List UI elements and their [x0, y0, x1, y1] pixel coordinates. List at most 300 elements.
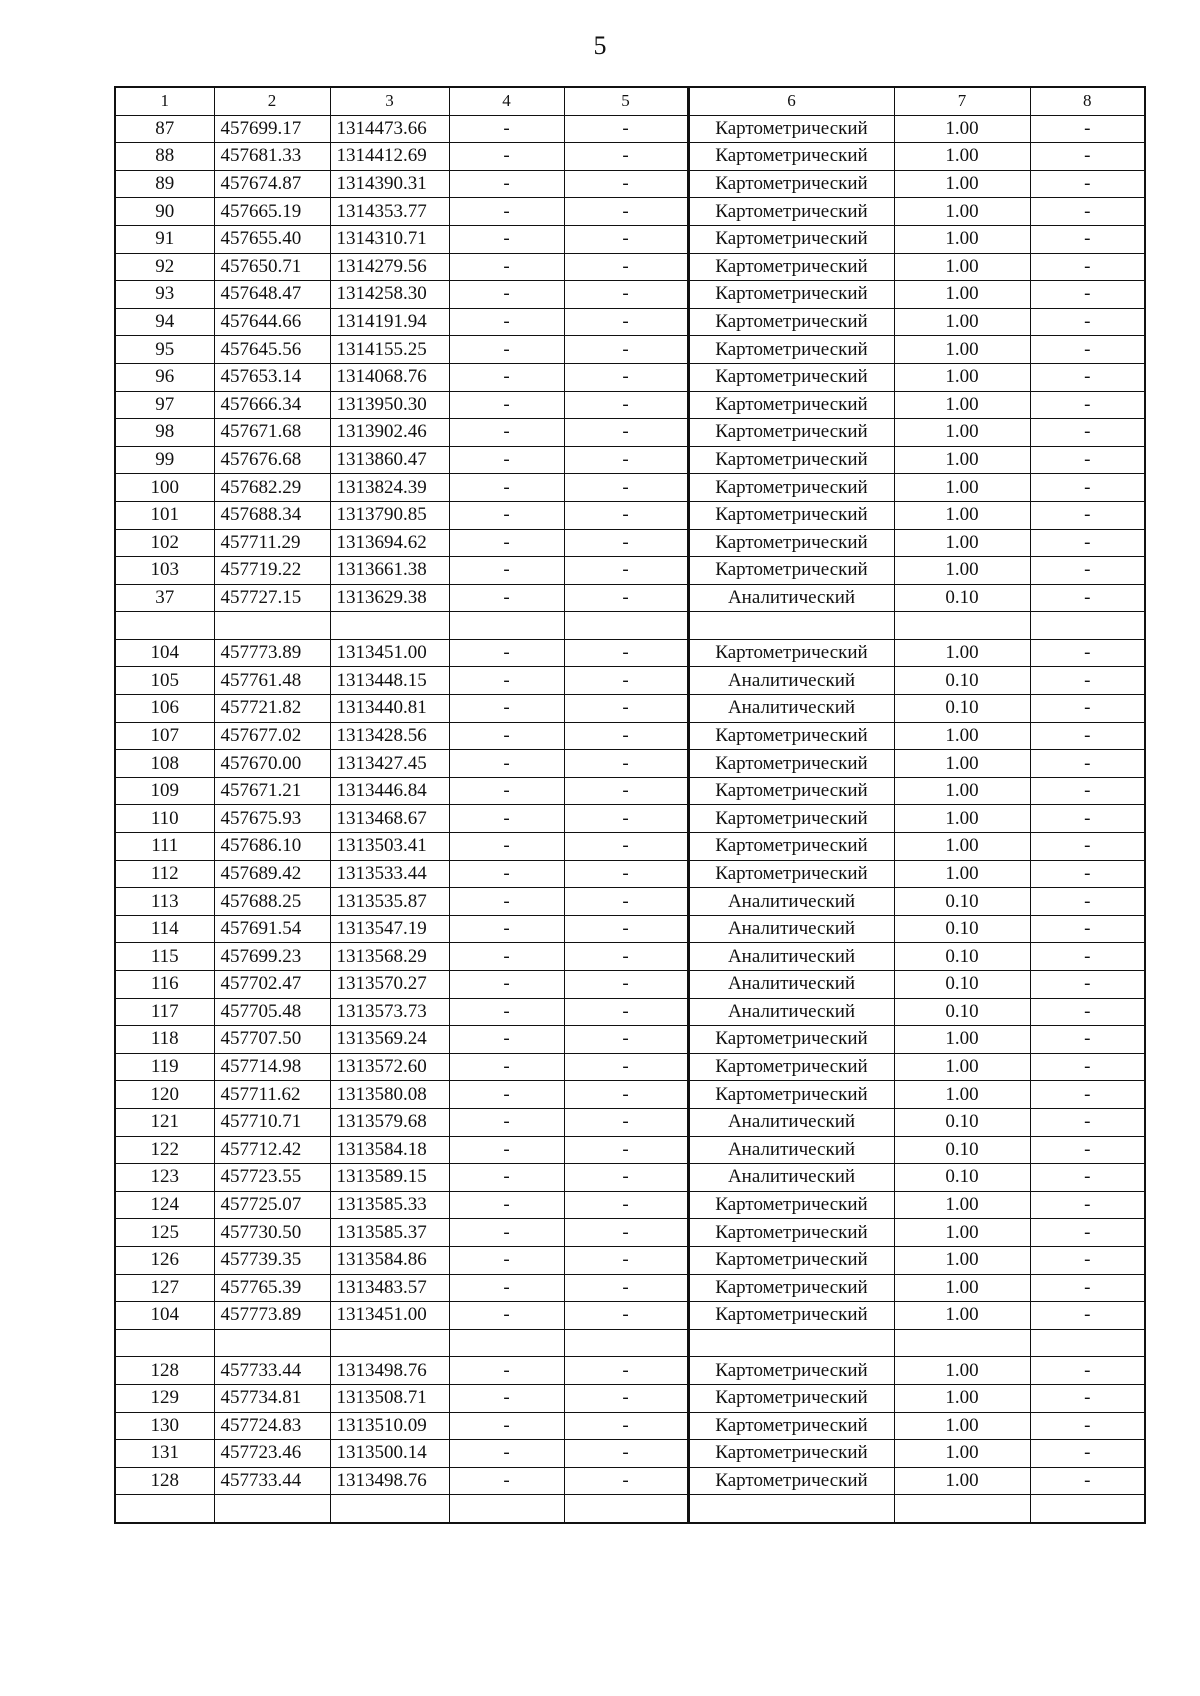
table-cell: Аналитический: [688, 1164, 894, 1192]
table-cell: [1030, 1329, 1145, 1357]
table-cell: 128: [115, 1357, 214, 1385]
table-cell: -: [564, 143, 688, 171]
table-cell: Аналитический: [688, 667, 894, 695]
table-row: [115, 363, 1145, 391]
table-cell: -: [449, 1164, 564, 1192]
table-cell: 95: [115, 336, 214, 364]
table-cell: -: [449, 833, 564, 861]
table-cell: -: [449, 667, 564, 695]
table-row: [115, 1108, 1145, 1136]
table-cell: Картометрический: [688, 1246, 894, 1274]
table-cell: [115, 1495, 214, 1523]
table-cell: 94: [115, 308, 214, 336]
table-cell: 1.00: [894, 750, 1030, 778]
table-cell: 1.00: [894, 143, 1030, 171]
table-cell: 457707.50: [214, 1026, 330, 1054]
table-cell: 457730.50: [214, 1219, 330, 1247]
table-cell: 1.00: [894, 777, 1030, 805]
table-row: [115, 584, 1145, 612]
table-cell: -: [564, 308, 688, 336]
table-cell: 457723.55: [214, 1164, 330, 1192]
table-cell: Картометрический: [688, 805, 894, 833]
table-cell: -: [564, 1164, 688, 1192]
table-cell: -: [564, 170, 688, 198]
table-row: [115, 225, 1145, 253]
table-cell: -: [564, 419, 688, 447]
table-cell: 457773.89: [214, 1302, 330, 1330]
table-cell: -: [564, 115, 688, 143]
table-cell: [564, 612, 688, 640]
table-cell: [688, 1495, 894, 1523]
table-cell: Картометрический: [688, 308, 894, 336]
table-row: [115, 1219, 1145, 1247]
table-cell: 1313585.37: [330, 1219, 449, 1247]
table-cell: -: [449, 1384, 564, 1412]
table-cell: -: [1030, 446, 1145, 474]
table-cell: 103: [115, 557, 214, 585]
table-row: [115, 557, 1145, 585]
table-cell: Аналитический: [688, 1108, 894, 1136]
table-cell: 1313508.71: [330, 1384, 449, 1412]
table-cell: 457721.82: [214, 695, 330, 723]
table-cell: -: [564, 750, 688, 778]
table-cell: Картометрический: [688, 170, 894, 198]
table-cell: -: [564, 557, 688, 585]
table-cell: 457686.10: [214, 833, 330, 861]
table-cell: -: [564, 391, 688, 419]
table-cell: -: [1030, 363, 1145, 391]
table-cell: -: [564, 1246, 688, 1274]
table-row: [115, 805, 1145, 833]
table-cell: -: [449, 1108, 564, 1136]
table-cell: 1313468.67: [330, 805, 449, 833]
table-cell: -: [449, 971, 564, 999]
table-row: [115, 1329, 1145, 1357]
table-cell: [330, 1329, 449, 1357]
table-cell: 124: [115, 1191, 214, 1219]
table-cell: -: [449, 1053, 564, 1081]
table-cell: 457739.35: [214, 1246, 330, 1274]
table-cell: 457691.54: [214, 915, 330, 943]
table-cell: 1313498.76: [330, 1467, 449, 1495]
table-cell: -: [564, 915, 688, 943]
table-cell: -: [449, 1412, 564, 1440]
table-cell: 457645.56: [214, 336, 330, 364]
table-cell: 1.00: [894, 391, 1030, 419]
table-cell: 457650.71: [214, 253, 330, 281]
table-cell: Картометрический: [688, 281, 894, 309]
table-cell: -: [449, 695, 564, 723]
table-cell: 1313860.47: [330, 446, 449, 474]
table-cell: -: [1030, 722, 1145, 750]
table-cell: -: [1030, 391, 1145, 419]
table-cell: 126: [115, 1246, 214, 1274]
table-cell: 91: [115, 225, 214, 253]
column-header: 4: [449, 87, 564, 115]
table-cell: -: [1030, 639, 1145, 667]
table-row: [115, 639, 1145, 667]
table-cell: 1313902.46: [330, 419, 449, 447]
table-cell: -: [449, 777, 564, 805]
table-cell: 1313570.27: [330, 971, 449, 999]
table-row: [115, 474, 1145, 502]
table-cell: -: [1030, 501, 1145, 529]
table-cell: -: [449, 336, 564, 364]
table-cell: -: [449, 722, 564, 750]
table-row: [115, 1164, 1145, 1192]
table-cell: 115: [115, 943, 214, 971]
table-cell: 1314155.25: [330, 336, 449, 364]
table-row: [115, 281, 1145, 309]
table-row: [115, 1495, 1145, 1523]
table-cell: 0.10: [894, 888, 1030, 916]
table-cell: 113: [115, 888, 214, 916]
table-cell: Картометрический: [688, 1026, 894, 1054]
table-cell: -: [564, 1412, 688, 1440]
column-header: 8: [1030, 87, 1145, 115]
table-cell: 1313824.39: [330, 474, 449, 502]
table-row: [115, 1053, 1145, 1081]
table-cell: -: [1030, 971, 1145, 999]
table-cell: 1313503.41: [330, 833, 449, 861]
table-cell: -: [449, 998, 564, 1026]
table-cell: 457674.87: [214, 170, 330, 198]
table-cell: -: [449, 1274, 564, 1302]
table-cell: 114: [115, 915, 214, 943]
table-cell: 457689.42: [214, 860, 330, 888]
table-cell: 457682.29: [214, 474, 330, 502]
table-cell: -: [1030, 915, 1145, 943]
table-cell: -: [1030, 170, 1145, 198]
table-cell: -: [1030, 225, 1145, 253]
table-cell: -: [1030, 308, 1145, 336]
table-cell: 1313428.56: [330, 722, 449, 750]
table-row: [115, 198, 1145, 226]
table-cell: 1.00: [894, 363, 1030, 391]
table-cell: [688, 1329, 894, 1357]
table-cell: Картометрический: [688, 639, 894, 667]
table-row: [115, 1136, 1145, 1164]
table-cell: -: [1030, 253, 1145, 281]
table-cell: -: [1030, 695, 1145, 723]
table-cell: -: [564, 998, 688, 1026]
table-cell: -: [1030, 750, 1145, 778]
table-cell: -: [564, 363, 688, 391]
table-row: [115, 612, 1145, 640]
table-cell: -: [564, 1191, 688, 1219]
table-cell: -: [564, 474, 688, 502]
table-cell: 1313569.24: [330, 1026, 449, 1054]
table-row: [115, 391, 1145, 419]
table-cell: 1.00: [894, 281, 1030, 309]
table-cell: -: [449, 888, 564, 916]
table-row: [115, 1357, 1145, 1385]
table-cell: [564, 1495, 688, 1523]
table-cell: -: [564, 1026, 688, 1054]
table-cell: Картометрический: [688, 1219, 894, 1247]
table-cell: -: [564, 501, 688, 529]
table-cell: Картометрический: [688, 1384, 894, 1412]
table-cell: 100: [115, 474, 214, 502]
table-cell: 457665.19: [214, 198, 330, 226]
table-cell: -: [1030, 584, 1145, 612]
table-cell: -: [1030, 419, 1145, 447]
table-row: [115, 446, 1145, 474]
table-cell: 0.10: [894, 584, 1030, 612]
table-cell: Картометрический: [688, 722, 894, 750]
table-cell: -: [449, 943, 564, 971]
table-cell: -: [449, 501, 564, 529]
table-cell: -: [449, 198, 564, 226]
table-cell: -: [564, 1081, 688, 1109]
table-cell: Картометрический: [688, 198, 894, 226]
table-cell: 1.00: [894, 115, 1030, 143]
table-cell: -: [449, 391, 564, 419]
table-cell: -: [449, 805, 564, 833]
table-cell: 1313661.38: [330, 557, 449, 585]
table-cell: 105: [115, 667, 214, 695]
table-cell: -: [1030, 143, 1145, 171]
table-cell: Аналитический: [688, 1136, 894, 1164]
table-cell: 92: [115, 253, 214, 281]
table-cell: Картометрический: [688, 833, 894, 861]
table-row: [115, 722, 1145, 750]
table-cell: 37: [115, 584, 214, 612]
column-header: 7: [894, 87, 1030, 115]
table-cell: Картометрический: [688, 336, 894, 364]
table-cell: 457733.44: [214, 1357, 330, 1385]
table-cell: 111: [115, 833, 214, 861]
table-cell: 121: [115, 1108, 214, 1136]
table-cell: -: [449, 1302, 564, 1330]
table-cell: 457675.93: [214, 805, 330, 833]
table-cell: -: [449, 1081, 564, 1109]
table-cell: 457765.39: [214, 1274, 330, 1302]
table-cell: -: [449, 446, 564, 474]
table-cell: 1.00: [894, 501, 1030, 529]
table-row: [115, 529, 1145, 557]
table-cell: -: [449, 639, 564, 667]
table-row: [115, 915, 1145, 943]
table-cell: 457734.81: [214, 1384, 330, 1412]
table-cell: 99: [115, 446, 214, 474]
column-header: 6: [688, 87, 894, 115]
table-cell: 1313500.14: [330, 1440, 449, 1468]
table-cell: [449, 612, 564, 640]
table-cell: 1313427.45: [330, 750, 449, 778]
table-cell: [1030, 1495, 1145, 1523]
table-cell: 123: [115, 1164, 214, 1192]
table-cell: Картометрический: [688, 1302, 894, 1330]
table-cell: 109: [115, 777, 214, 805]
table-cell: Картометрический: [688, 557, 894, 585]
table-cell: Картометрический: [688, 225, 894, 253]
table-cell: 1314473.66: [330, 115, 449, 143]
table-cell: 1313483.57: [330, 1274, 449, 1302]
table-cell: 122: [115, 1136, 214, 1164]
table-cell: Картометрический: [688, 529, 894, 557]
table-cell: [449, 1329, 564, 1357]
table-cell: -: [449, 115, 564, 143]
table-cell: 101: [115, 501, 214, 529]
table-cell: 1314310.71: [330, 225, 449, 253]
table-cell: 1.00: [894, 336, 1030, 364]
table-cell: -: [564, 225, 688, 253]
table-cell: 97: [115, 391, 214, 419]
table-cell: 1.00: [894, 1467, 1030, 1495]
table-cell: 0.10: [894, 695, 1030, 723]
table-cell: 104: [115, 639, 214, 667]
table-cell: 1.00: [894, 225, 1030, 253]
table-cell: 457725.07: [214, 1191, 330, 1219]
table-cell: 1313451.00: [330, 1302, 449, 1330]
table-cell: 1.00: [894, 557, 1030, 585]
table-cell: 0.10: [894, 1164, 1030, 1192]
table-cell: -: [449, 308, 564, 336]
table-cell: -: [1030, 667, 1145, 695]
table-cell: -: [564, 1302, 688, 1330]
table-row: [115, 1081, 1145, 1109]
table-cell: -: [564, 639, 688, 667]
table-cell: -: [1030, 281, 1145, 309]
table-cell: 1.00: [894, 198, 1030, 226]
table-cell: -: [1030, 336, 1145, 364]
table-cell: Картометрический: [688, 1412, 894, 1440]
table-cell: [1030, 612, 1145, 640]
table-cell: Картометрический: [688, 1053, 894, 1081]
table-cell: -: [564, 529, 688, 557]
table-cell: Картометрический: [688, 860, 894, 888]
table-cell: -: [1030, 1164, 1145, 1192]
table-cell: 457699.23: [214, 943, 330, 971]
table-cell: -: [449, 915, 564, 943]
table-row: [115, 1412, 1145, 1440]
table-cell: 1313547.19: [330, 915, 449, 943]
table-cell: -: [564, 336, 688, 364]
table-cell: Аналитический: [688, 915, 894, 943]
column-header: 3: [330, 87, 449, 115]
table-cell: 457648.47: [214, 281, 330, 309]
table-cell: -: [449, 584, 564, 612]
table-cell: 1313589.15: [330, 1164, 449, 1192]
table-cell: Картометрический: [688, 115, 894, 143]
table-cell: 125: [115, 1219, 214, 1247]
table-cell: 1.00: [894, 833, 1030, 861]
table-cell: [894, 612, 1030, 640]
table-cell: Картометрический: [688, 391, 894, 419]
table-cell: -: [449, 170, 564, 198]
table-cell: 89: [115, 170, 214, 198]
table-row: [115, 1274, 1145, 1302]
table-cell: Картометрический: [688, 1440, 894, 1468]
table-cell: 0.10: [894, 1136, 1030, 1164]
column-header: 5: [564, 87, 688, 115]
table-cell: 1.00: [894, 170, 1030, 198]
table-row: [115, 1191, 1145, 1219]
table-cell: -: [1030, 474, 1145, 502]
table-cell: -: [1030, 1357, 1145, 1385]
table-cell: Картометрический: [688, 750, 894, 778]
table-cell: 131: [115, 1440, 214, 1468]
table-cell: 457705.48: [214, 998, 330, 1026]
table-cell: Аналитический: [688, 695, 894, 723]
table-cell: 1.00: [894, 1053, 1030, 1081]
table-cell: -: [1030, 1136, 1145, 1164]
table-cell: Картометрический: [688, 1357, 894, 1385]
table-cell: 1314412.69: [330, 143, 449, 171]
table-cell: Картометрический: [688, 501, 894, 529]
page-number: 5: [593, 31, 607, 60]
table-row: [115, 750, 1145, 778]
table-row: [115, 1302, 1145, 1330]
table-cell: 1313535.87: [330, 888, 449, 916]
table-cell: 1313584.86: [330, 1246, 449, 1274]
table-cell: -: [449, 363, 564, 391]
table-cell: 96: [115, 363, 214, 391]
table-cell: 1313629.38: [330, 584, 449, 612]
table-cell: 102: [115, 529, 214, 557]
table-cell: 1.00: [894, 1302, 1030, 1330]
table-cell: -: [564, 281, 688, 309]
table-cell: -: [449, 1440, 564, 1468]
table-cell: 128: [115, 1467, 214, 1495]
table-cell: 457671.21: [214, 777, 330, 805]
table-row: [115, 419, 1145, 447]
table-cell: -: [564, 777, 688, 805]
table-cell: [449, 1495, 564, 1523]
table-cell: Аналитический: [688, 584, 894, 612]
table-cell: 1.00: [894, 1026, 1030, 1054]
table-cell: -: [1030, 529, 1145, 557]
table-cell: 1313790.85: [330, 501, 449, 529]
table-cell: -: [564, 1053, 688, 1081]
table-row: [115, 1026, 1145, 1054]
table-cell: 457699.17: [214, 115, 330, 143]
table-cell: -: [1030, 888, 1145, 916]
table-cell: 1.00: [894, 1081, 1030, 1109]
table-cell: 1.00: [894, 1219, 1030, 1247]
table-cell: [330, 612, 449, 640]
table-cell: Аналитический: [688, 888, 894, 916]
table-cell: -: [564, 805, 688, 833]
table-cell: 1313533.44: [330, 860, 449, 888]
table-cell: 0.10: [894, 943, 1030, 971]
table-cell: 0.10: [894, 998, 1030, 1026]
table-cell: 1.00: [894, 253, 1030, 281]
table-cell: -: [564, 695, 688, 723]
table-cell: -: [449, 281, 564, 309]
table-cell: 457724.83: [214, 1412, 330, 1440]
table-row: [115, 501, 1145, 529]
table-cell: -: [564, 1274, 688, 1302]
table-cell: 1313448.15: [330, 667, 449, 695]
table-cell: -: [449, 225, 564, 253]
table-row: [115, 115, 1145, 143]
table-cell: -: [449, 529, 564, 557]
table-cell: 1314390.31: [330, 170, 449, 198]
table-cell: -: [1030, 1302, 1145, 1330]
table-cell: -: [449, 474, 564, 502]
table-cell: 1313446.84: [330, 777, 449, 805]
table-cell: -: [564, 1357, 688, 1385]
table-cell: 1.00: [894, 419, 1030, 447]
table-cell: -: [1030, 557, 1145, 585]
table-cell: -: [1030, 1191, 1145, 1219]
table-cell: 1314258.30: [330, 281, 449, 309]
table-row: [115, 308, 1145, 336]
table-header-row: [115, 87, 1145, 115]
table-cell: [214, 1495, 330, 1523]
